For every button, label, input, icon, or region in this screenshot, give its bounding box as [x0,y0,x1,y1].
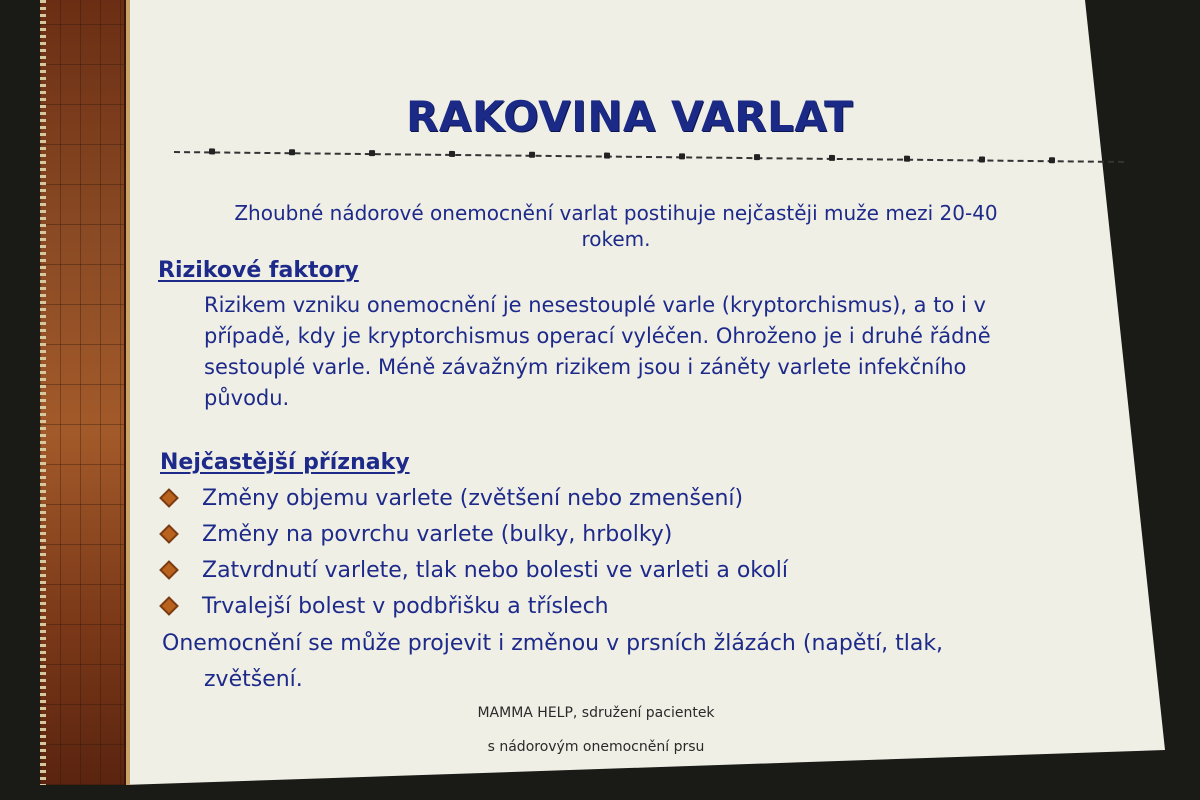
divider-knot [604,153,610,159]
divider-knot [1049,157,1055,163]
closing-text [162,626,1062,698]
symptom-text: Změny na povrchu varlete (bulky, hrbolky) [202,521,673,547]
symptom-text: Trvalejší bolest v podbřišku a tříslech [202,593,609,619]
list-item [164,588,1064,624]
footer-line: s nádorovým onemocnění prsu [487,739,705,755]
bullet-icon [162,563,176,577]
divider-knot [679,153,685,159]
bullet-icon [162,527,176,541]
risk-factors-paragraph [204,290,1104,414]
symptoms-heading: Nejčastější příznaky [160,450,410,475]
risk-line: původu. [204,386,290,410]
symptom-text: Zatvrdnutí varlete, tlak nebo bolesti ve varleti a okolí [202,557,788,583]
risk-line: sestouplé varle. Méně závažným rizikem jsou i záněty varlete infekčního [204,355,967,379]
slide-title: RAKOVINA VARLAT [406,92,854,141]
list-item [164,480,1064,516]
list-item [164,516,1064,552]
divider-knot [979,156,985,162]
risk-line: případě, kdy je kryptorchismus operací vyléčen. Ohroženo je i druhé řádně [204,324,991,348]
divider-knot [529,152,535,158]
title-divider [174,145,1124,169]
divider-knot [289,149,295,155]
divider-knot [369,150,375,156]
bullet-icon [162,599,176,613]
intro-text [166,200,1066,252]
slide-footer [426,696,766,764]
list-item [164,552,1064,588]
divider-knot [754,154,760,160]
divider-knot [209,148,215,154]
closing-line: zvětšení. [204,667,303,692]
symptoms-list [164,480,1064,624]
divider-knot [904,156,910,162]
intro-line: rokem. [581,227,651,251]
footer-line: MAMMA HELP, sdružení pacientek [477,705,715,721]
slide [126,0,1166,785]
intro-line: Zhoubné nádorové onemocnění varlat postihuje nejčastěji muže mezi 20-40 [234,201,998,225]
bullet-icon [162,491,176,505]
closing-line: Onemocnění se může projevit i změnou v prsních žlázách (napětí, tlak, [162,631,944,656]
risk-factors-heading: Rizikové faktory [158,258,359,283]
risk-line: Rizikem vzniku onemocnění je nesestouplé varle (kryptorchismus), a to i v [204,293,986,317]
divider-knot [829,155,835,161]
decorative-side-strip [40,0,130,785]
strip-dotted-edge [40,0,46,785]
symptom-text: Změny objemu varlete (zvětšení nebo zmenšení) [202,485,744,511]
divider-knot [449,151,455,157]
